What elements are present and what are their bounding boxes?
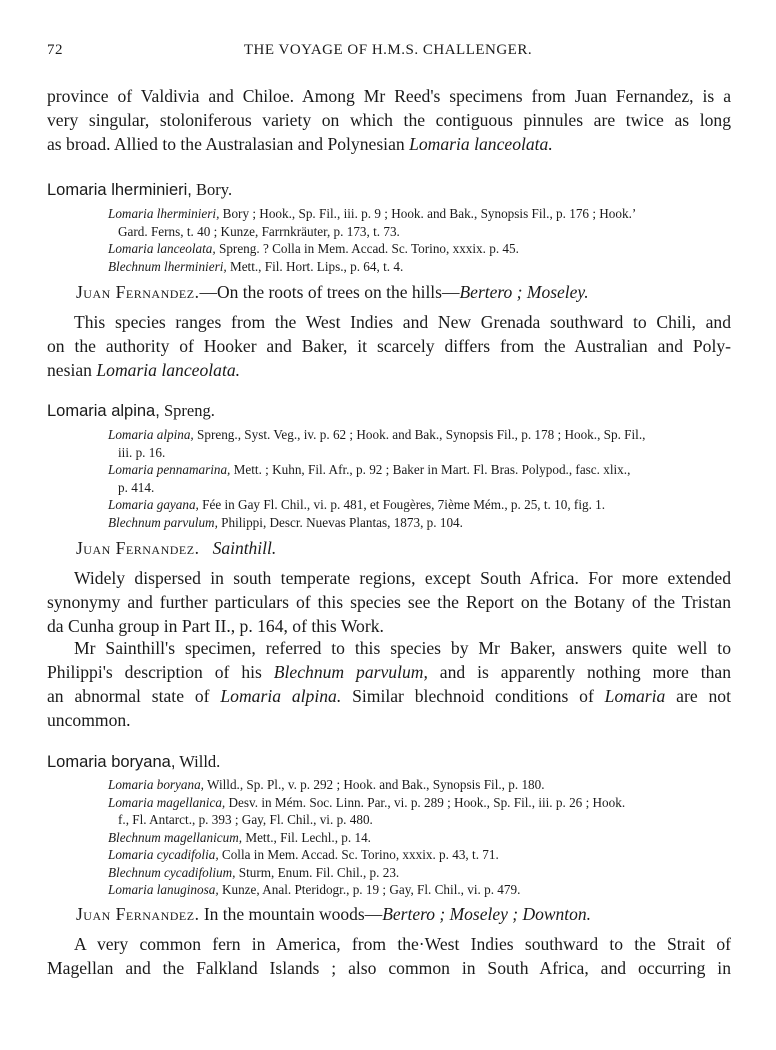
text-line: an abnormal state of Lomaria alpina. Similar blechnoid conditions of Lomaria are not — [47, 686, 731, 706]
synonym-entry: Lomaria pennamarina, Mett. ; Kuhn, Fil. Afr., p. 92 ; Baker in Mart. Fl. Bras. Polypod., fasc. xlix., — [108, 462, 631, 477]
text-line: This species ranges from the West Indies and New Grenada southward to Chili, and — [74, 312, 731, 332]
text-line: Mr Sainthill's specimen, referred to this species by Mr Baker, answers quite well to — [74, 638, 731, 658]
species-heading — [47, 401, 215, 421]
running-header — [47, 42, 729, 62]
synonym-entry: Lomaria lanuginosa, Kunze, Anal. Pteridogr., p. 19 ; Gay, Fl. Chil., vi. p. 479. — [108, 882, 521, 897]
species-author: Bory. — [191, 180, 233, 199]
synonym-entry: Blechnum parvulum, Philippi, Descr. Nuevas Plantas, 1873, p. 104. — [108, 514, 463, 530]
synonym-entry: Blechnum lherminieri, Mett., Fil. Hort. Lips., p. 64, t. 4. — [108, 258, 404, 274]
text-line: nesian Lomaria lanceolata. — [47, 360, 241, 380]
species-author: Spreng. — [159, 401, 215, 420]
synonymy-list — [108, 426, 730, 531]
page-number: 72 — [47, 42, 63, 58]
species-paragraph — [47, 932, 731, 980]
synonym-entry: Lomaria magellanica, Desv. in Mém. Soc. Linn. Par., vi. p. 289 ; Hook., Sp. Fil., iii. p. 26 ; Hook. — [108, 794, 626, 810]
locality-line: Juan Fernandez. Sainthill. — [76, 538, 277, 558]
species-name: Lomaria boryana, — [47, 753, 176, 771]
synonym-entry: iii. p. 16. — [118, 444, 166, 460]
species-name: Lomaria lherminieri, — [47, 181, 192, 199]
intro-paragraph — [47, 84, 731, 156]
species-heading — [47, 180, 232, 200]
text-line: Magellan and the Falkland Islands ; also common in South Africa, and occurring in — [47, 958, 731, 978]
text-line: A very common fern in America, from the·West Indies southward to the Strait of — [74, 934, 731, 954]
locality-line: Juan Fernandez. In the mountain woods—Bertero ; Moseley ; Downton. — [76, 904, 592, 924]
synonym-entry: Lomaria lherminieri, Bory ; Hook., Sp. Fil., iii. p. 9 ; Hook. and Bak., Synopsis Fil., p. 176 ; Hook.’ — [108, 206, 637, 221]
synonym-entry: Lomaria cycadifolia, Colla in Mem. Accad. Sc. Torino, xxxix. p. 43, t. 71. — [108, 847, 499, 862]
synonym-entry: Lomaria boryana, Willd., Sp. Pl., v. p. 292 ; Hook. and Bak., Synopsis Fil., p. 180. — [108, 777, 545, 792]
species-author: Willd. — [175, 752, 221, 771]
synonym-entry: Lomaria alpina, Spreng., Syst. Veg., iv. p. 62 ; Hook. and Bak., Synopsis Fil., p. 178 ; Hook., Sp. Fil., — [108, 427, 646, 442]
species-paragraph — [47, 310, 731, 382]
text-line: Philippi's description of his Blechnum parvulum, and is apparently nothing more than — [47, 662, 731, 682]
text-line: on the authority of Hooker and Baker, it scarcely differs from the Australian and Poly- — [47, 336, 731, 356]
text-line: da Cunha group in Part II., p. 164, of this Work. — [47, 616, 384, 636]
synonym-entry: p. 414. — [118, 479, 155, 495]
synonymy-list — [108, 776, 730, 899]
synonym-entry: f., Fl. Antarct., p. 393 ; Gay, Fl. Chil., vi. p. 480. — [118, 812, 373, 827]
text-line: as broad. Allied to the Australasian and Polynesian Lomaria lanceolata. — [47, 134, 553, 154]
synonym-entry: Lomaria gayana, Fée in Gay Fl. Chil., vi. p. 481, et Fougères, 7ième Mém., p. 25, t. 10, fig. 1. — [108, 497, 606, 512]
text-line: synonymy and further particulars of this species see the Report on the Botany of the Tristan — [47, 592, 731, 612]
synonym-entry: Gard. Ferns, t. 40 ; Kunze, Farrnkräuter, p. 173, t. 73. — [118, 223, 400, 239]
species-paragraph — [47, 566, 731, 638]
text-line: Widely dispersed in south temperate regions, except South Africa. For more extended — [74, 568, 731, 588]
running-title: THE VOYAGE OF H.M.S. CHALLENGER. — [243, 42, 533, 58]
synonym-entry: Lomaria lanceolata, Spreng. ? Colla in Mem. Accad. Sc. Torino, xxxix. p. 45. — [108, 241, 519, 256]
species-name: Lomaria alpina, — [47, 402, 160, 420]
text-line: uncommon. — [47, 710, 131, 730]
synonymy-list — [108, 205, 730, 275]
synonym-entry: Blechnum cycadifolium, Sturm, Enum. Fil. Chil., p. 23. — [108, 864, 400, 880]
synonym-entry: Blechnum magellanicum, Mett., Fil. Lechl., p. 14. — [108, 829, 371, 845]
text-line: very singular, stoloniferous variety on which the contiguous pinnules are twice as long — [47, 110, 731, 130]
locality-line: Juan Fernandez.—On the roots of trees on the hills—Bertero ; Moseley. — [76, 282, 589, 302]
species-heading — [47, 752, 220, 772]
species-paragraph — [47, 636, 731, 732]
text-line: province of Valdivia and Chiloe. Among Mr Reed's specimens from Juan Fernandez, is a — [47, 86, 731, 106]
